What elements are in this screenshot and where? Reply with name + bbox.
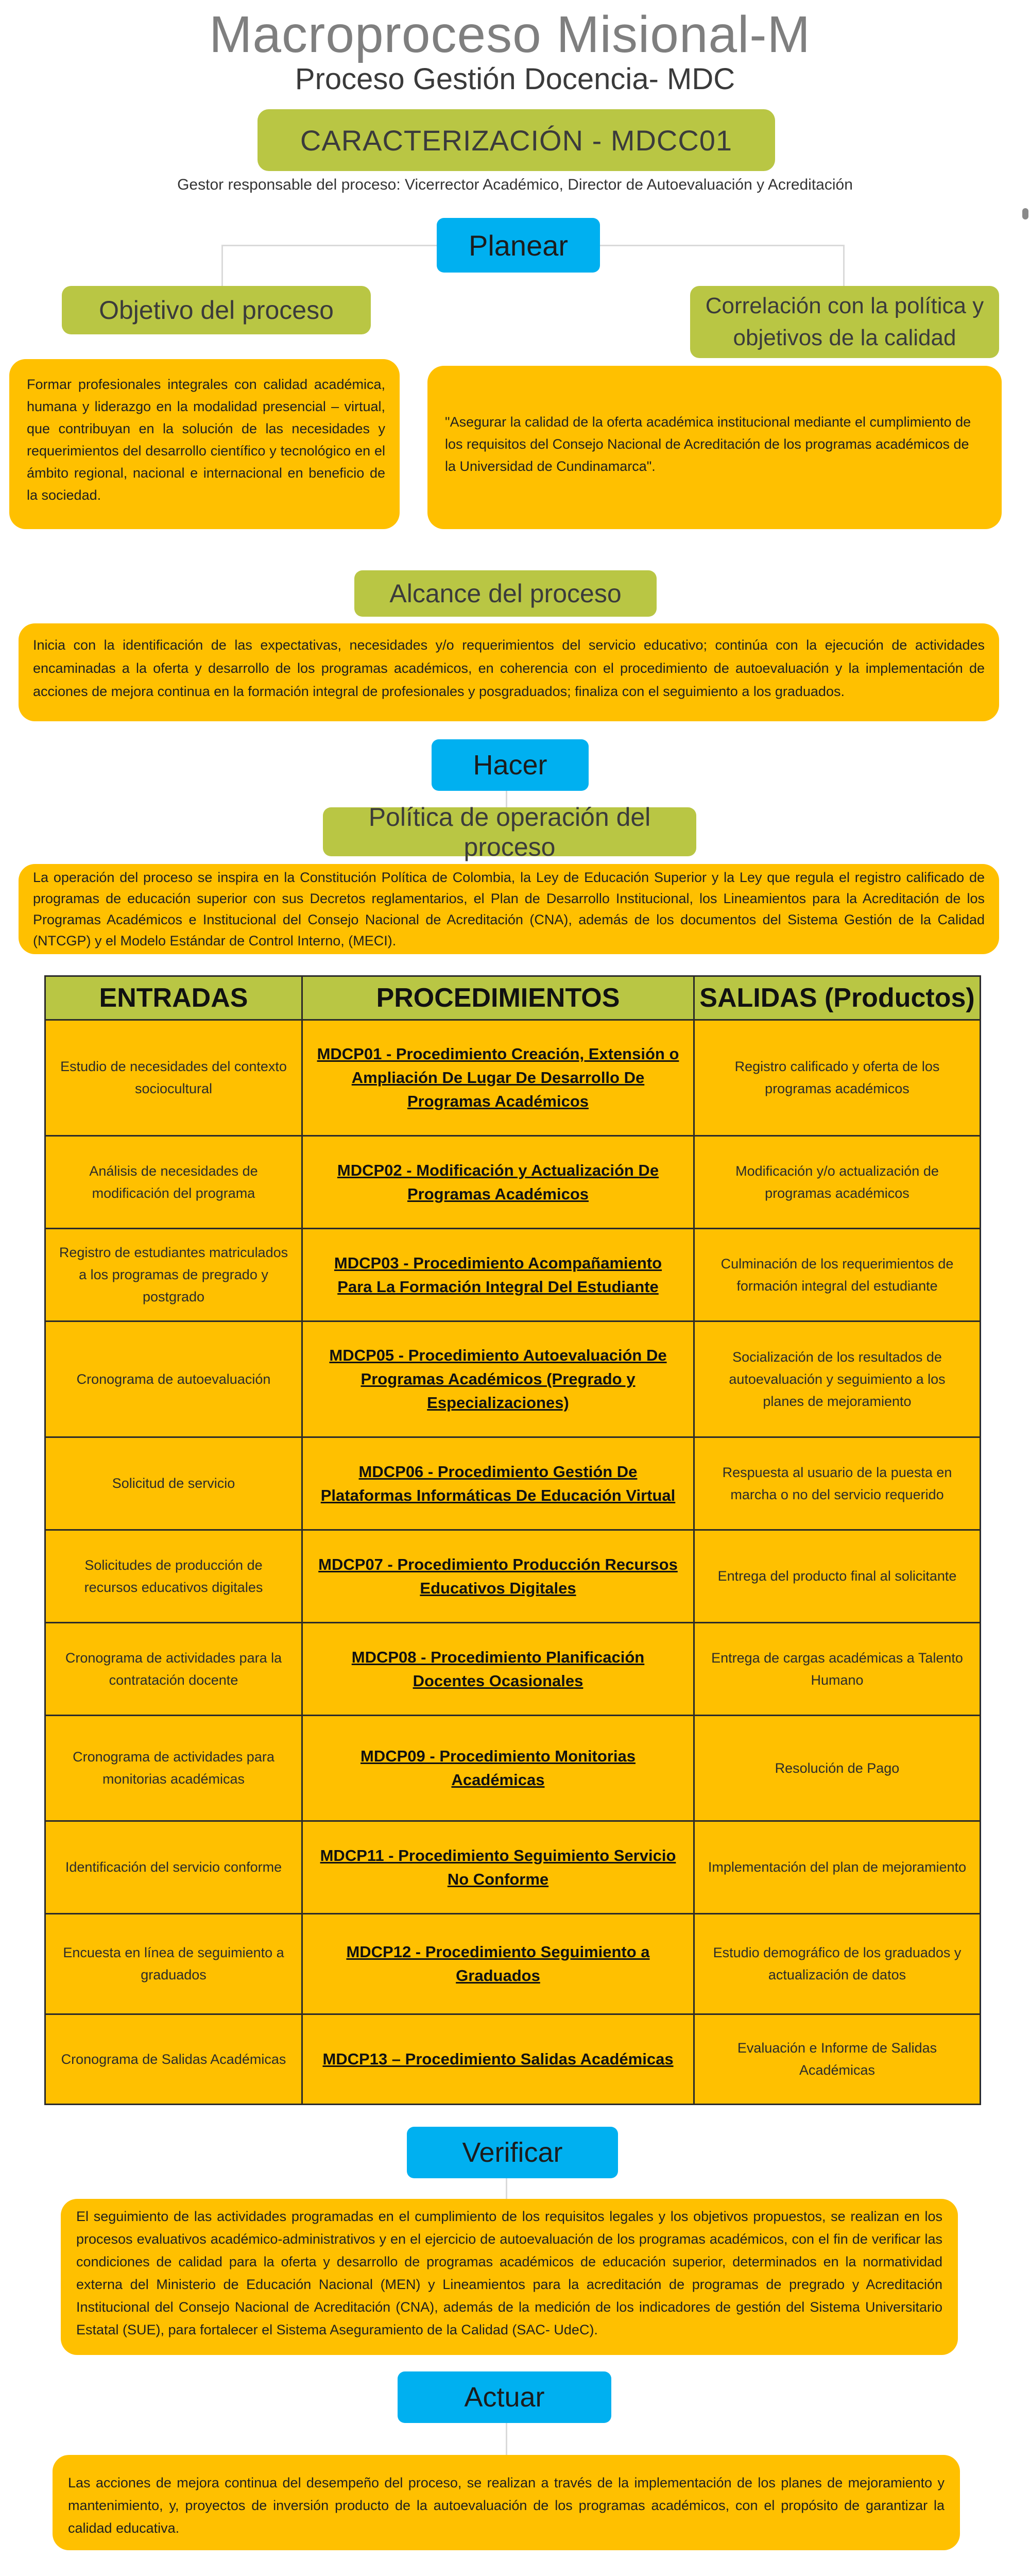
procedure-link[interactable]: MDCP06 - Procedimiento Gestión De Plataformas Informáticas De Educación Virtual	[302, 1437, 694, 1530]
table-row	[45, 1914, 981, 2014]
actuar-text: Las acciones de mejora continua del desempeño del proceso, se realizan a través de la implementación de los planes de mejoramiento y mantenimiento, y, proyectos de inversión producto de la autoevaluación de los programas académicos, con el propósito de garantizar la calidad educativa.	[53, 2455, 960, 2550]
table-row	[45, 1530, 981, 1623]
input-cell: Estudio de necesidades del contexto sociocultural	[45, 1020, 302, 1136]
procedure-link[interactable]: MDCP13 – Procedimiento Salidas Académicas	[302, 2014, 694, 2105]
planear-connector-right	[843, 245, 845, 286]
policy-text: La operación del proceso se inspira en la Constitución Política de Colombia, la Ley de Educación Superior y la Ley que regula el registro calificado de programas de educación superior con sus Decretos reglamentarios, el Plan de Desarrollo Institucional, los Lineamientos para la Acreditación de los Programas Académicos e Institucional del Consejo Nacional de Acreditación (CNA), además de los documentos del Sistema Gestión de la Calidad (NTCGP) y el Modelo Estándar de Control Interno, (MECI).	[19, 864, 999, 954]
verificar-label: Verificar	[407, 2127, 618, 2178]
verificar-text: El seguimiento de las actividades programadas en el cumplimiento de los requisitos legales y los objetivos propuestos, se realizan en los procesos evaluativos académico-administrativos y en el ejercicio de autoevaluación de los programas académicos, con el fin de verificar las condiciones de calidad para la oferta y desarrollo de programas académicos de educación superior, determinados en la normatividad externa del Ministerio de Educación Nacional (MEN) y Lineamientos para la acreditación de programas de pregrado y Acreditación Institucional del Consejo Nacional de Acreditación (CNA), además de la medición de los indicadores de gestión del Sistema Universitario Estatal (SUE), para fortalecer el Sistema Aseguramiento de la Calidad (SAC- UdeC).	[61, 2199, 958, 2355]
policy-title: Política de operación del proceso	[323, 807, 696, 856]
input-cell: Registro de estudiantes matriculados a los programas de pregrado y postgrado	[45, 1229, 302, 1321]
objective-title: Objetivo del proceso	[62, 286, 371, 334]
procedure-link[interactable]: MDCP09 - Procedimiento Monitorias Académicas	[302, 1716, 694, 1821]
table-row	[45, 1020, 981, 1136]
table-row	[45, 1623, 981, 1716]
header-inputs: ENTRADAS	[45, 976, 302, 1020]
table-row	[45, 2014, 981, 2105]
input-cell: Análisis de necesidades de modificación del programa	[45, 1136, 302, 1229]
table-row	[45, 1716, 981, 1821]
output-cell: Estudio demográfico de los graduados y actualización de datos	[694, 1914, 981, 2014]
procedure-link[interactable]: MDCP08 - Procedimiento Planificación Docentes Ocasionales	[302, 1623, 694, 1716]
output-cell: Entrega de cargas académicas a Talento Humano	[694, 1623, 981, 1716]
input-cell: Cronograma de actividades para monitorias académicas	[45, 1716, 302, 1821]
procedure-link[interactable]: MDCP05 - Procedimiento Autoevaluación De Programas Académicos (Pregrado y Especializaciones)	[302, 1321, 694, 1437]
input-cell: Encuesta en línea de seguimiento a graduados	[45, 1914, 302, 2014]
planear-connector-left	[221, 245, 223, 286]
output-cell: Implementación del plan de mejoramiento	[694, 1821, 981, 1914]
actuar-label: Actuar	[398, 2371, 611, 2423]
planear-label: Planear	[437, 218, 600, 273]
header-outputs: SALIDAS (Productos)	[694, 976, 981, 1020]
process-subtitle: Proceso Gestión Docencia- MDC	[295, 62, 735, 96]
side-marker	[1022, 208, 1028, 219]
procedure-link[interactable]: MDCP11 - Procedimiento Seguimiento Servicio No Conforme	[302, 1821, 694, 1914]
input-cell: Cronograma de autoevaluación	[45, 1321, 302, 1437]
scope-text: Inicia con la identificación de las expectativas, necesidades y/o requerimientos del servicio educativo; continúa con la ejecución de actividades encaminadas a la oferta y desarrollo de los programas académicos, en coherencia con el procedimiento de autoevaluación y la implementación de acciones de mejora continua en la formación integral de profesionales y posgraduados; finaliza con el seguimiento a los graduados.	[19, 623, 999, 721]
input-cell: Cronograma de Salidas Académicas	[45, 2014, 302, 2105]
characterization-banner: CARACTERIZACIÓN - MDCC01	[258, 109, 775, 171]
output-cell: Evaluación e Informe de Salidas Académicas	[694, 2014, 981, 2105]
input-cell: Cronograma de actividades para la contratación docente	[45, 1623, 302, 1716]
input-cell: Identificación del servicio conforme	[45, 1821, 302, 1914]
table-row	[45, 1437, 981, 1530]
output-cell: Socialización de los resultados de autoevaluación y seguimiento a los planes de mejoramiento	[694, 1321, 981, 1437]
output-cell: Resolución de Pago	[694, 1716, 981, 1821]
output-cell: Entrega del producto final al solicitante	[694, 1530, 981, 1623]
table-row	[45, 1321, 981, 1437]
input-cell: Solicitud de servicio	[45, 1437, 302, 1530]
process-table	[44, 975, 981, 2105]
procedure-link[interactable]: MDCP03 - Procedimiento Acompañamiento Para La Formación Integral Del Estudiante	[302, 1229, 694, 1321]
procedure-link[interactable]: MDCP12 - Procedimiento Seguimiento a Graduados	[302, 1914, 694, 2014]
header-procedures: PROCEDIMIENTOS	[302, 976, 694, 1020]
output-cell: Registro calificado y oferta de los programas académicos	[694, 1020, 981, 1136]
hacer-label: Hacer	[432, 739, 589, 791]
table-row	[45, 1229, 981, 1321]
objective-text: Formar profesionales integrales con calidad académica, humana y liderazgo en la modalidad presencial – virtual, que contribuyan en la solución de las necesidades y requerimientos del desarrollo científico y tecnológico en el ámbito regional, nacional e internacional en beneficio de la sociedad.	[9, 359, 400, 529]
input-cell: Solicitudes de producción de recursos educativos digitales	[45, 1530, 302, 1623]
macroprocess-title: Macroproceso Misional-M	[209, 6, 811, 63]
output-cell: Modificación y/o actualización de programas académicos	[694, 1136, 981, 1229]
table-row	[45, 1136, 981, 1229]
table-row	[45, 1821, 981, 1914]
output-cell: Culminación de los requerimientos de formación integral del estudiante	[694, 1229, 981, 1321]
table-header-row	[45, 976, 981, 1020]
output-cell: Respuesta al usuario de la puesta en marcha o no del servicio requerido	[694, 1437, 981, 1530]
correlation-title: Correlación con la política y objetivos de la calidad	[690, 286, 999, 358]
procedure-link[interactable]: MDCP02 - Modificación y Actualización De Programas Académicos	[302, 1136, 694, 1229]
process-owner: Gestor responsable del proceso: Vicerrector Académico, Director de Autoevaluación y Acreditación	[177, 176, 853, 193]
procedure-link[interactable]: MDCP07 - Procedimiento Producción Recursos Educativos Digitales	[302, 1530, 694, 1623]
procedure-link[interactable]: MDCP01 - Procedimiento Creación, Extensión o Ampliación De Lugar De Desarrollo De Programas Académicos	[302, 1020, 694, 1136]
correlation-text: "Asegurar la calidad de la oferta académica institucional mediante el cumplimiento de los requisitos del Consejo Nacional de Acreditación de los programas académicos de la Universidad de Cundinamarca".	[427, 366, 1002, 529]
scope-title: Alcance del proceso	[354, 570, 657, 617]
